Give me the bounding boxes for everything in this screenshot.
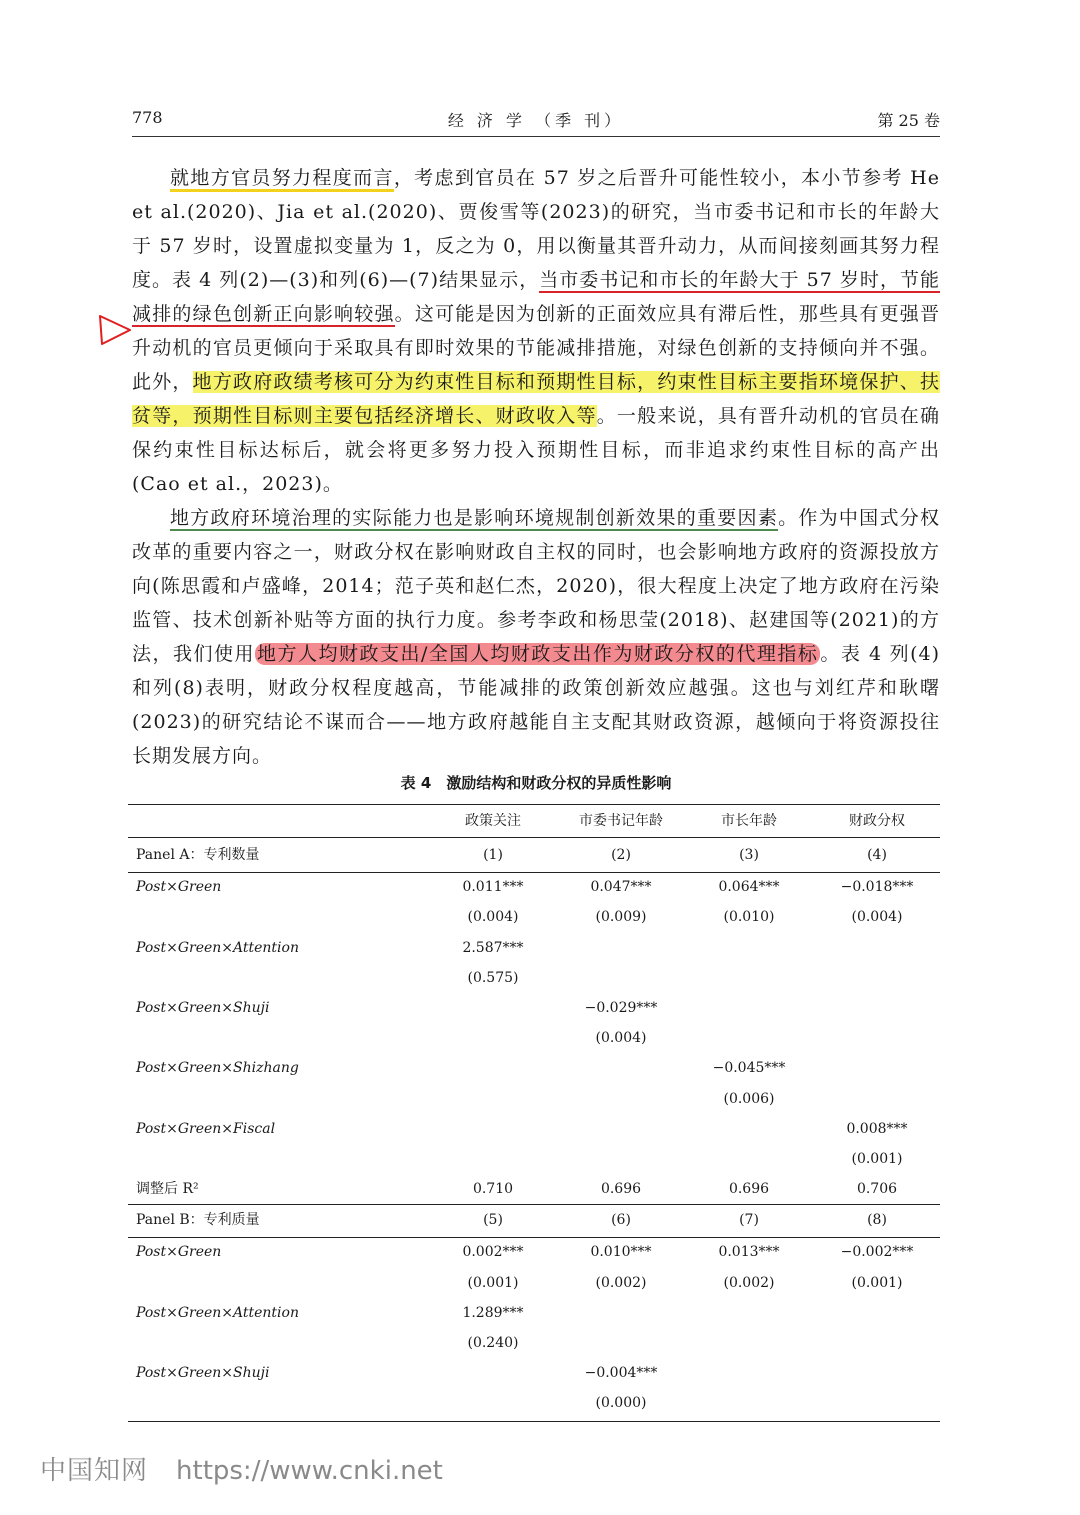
hand-drawn-arrow-icon — [94, 310, 134, 350]
header-rule — [132, 136, 940, 137]
underlined-phrase: 当市委书记和市长的年龄大于 57 岁时，节能减排的绿色创新正向影响较强 — [132, 269, 940, 325]
column-header: 市委书记年龄 — [579, 813, 663, 829]
r2-value: 0.710 — [472, 1181, 514, 1198]
coefficient: −0.018*** — [840, 879, 914, 896]
panel-label: Panel A：专利数量 — [136, 847, 260, 863]
standard-error: (0.001) — [851, 1274, 903, 1291]
highlighted-phrase: 地方人均财政支出/全国人均财政支出作为财政分权的代理指标 — [257, 643, 819, 665]
standard-error: (0.240) — [467, 1335, 519, 1351]
journal-title: 经 济 学 （季 刊） — [447, 111, 625, 130]
coefficient: −0.029*** — [584, 1000, 658, 1016]
column-header-rule — [128, 837, 940, 838]
r2-value: 0.696 — [728, 1181, 770, 1198]
text-segment: 。一般来说，具有晋升动机的官员在确保约束性目标达标后，就会将更多努力投入预期性目标，而非追求约束性目标的高产出(Cao et al.，2023)。 — [132, 405, 940, 495]
standard-error: (0.004) — [595, 1030, 647, 1047]
coefficient: 0.064*** — [718, 879, 780, 896]
standard-error: (0.004) — [467, 909, 519, 926]
coefficient: 2.587*** — [462, 939, 524, 956]
r2-value: 0.696 — [600, 1181, 642, 1198]
paragraph-officials-effort — [132, 161, 940, 501]
standard-error: (0.002) — [723, 1274, 775, 1291]
table-bottom-rule — [128, 1421, 940, 1422]
coefficient: −0.002*** — [840, 1244, 914, 1261]
column-number: (3) — [739, 847, 759, 863]
column-number: (4) — [867, 847, 887, 863]
page-number: 778 — [132, 108, 163, 127]
column-number: (1) — [483, 847, 503, 863]
volume-label: 第 25 卷 — [877, 111, 940, 130]
watermark — [40, 1450, 443, 1487]
text-segment: 。表 4 列(4)和列(8)表明，财政分权程度越高，节能减排的政策创新效应越强。这也与刘红芹和耿曙(2023)的研究结论不谋而合——地方政府越能自主支配其财政资源，越倾向于将资源投往长期发展方向。 — [132, 643, 940, 767]
column-header: 政策关注 — [465, 813, 521, 829]
standard-error: (0.001) — [851, 1151, 903, 1167]
column-number: (6) — [611, 1212, 631, 1229]
highlighted-phrase: 地方政府政绩考核可分为约束性目标和预期性目标，约束性目标主要指环境保护、扶贫等，预期性目标则主要包括经济增长、财政收入等 — [132, 371, 940, 427]
underlined-phrase: 就地方官员努力程度而言 — [170, 167, 394, 192]
coefficient: 0.002*** — [462, 1244, 524, 1261]
coefficient: 0.013*** — [718, 1244, 780, 1261]
column-number: (5) — [483, 1212, 503, 1229]
column-number: (7) — [739, 1212, 759, 1229]
variable-label: Post×Green×Shuji — [136, 1365, 270, 1382]
column-number: (8) — [867, 1212, 887, 1229]
standard-error: (0.010) — [723, 909, 775, 926]
coefficient: −0.045*** — [712, 1060, 786, 1077]
standard-error: (0.575) — [467, 969, 519, 986]
text-segment: 。作为中国式分权改革的重要内容之一，财政分权在影响财政自主权的同时，也会影响地方政府的资源投放方向(陈思霞和卢盛峰，2014；范子英和赵仁杰，2020)，很大程度上决定了地方政府在污染监管、技术创新补贴等方面的执行力度。参考李政和杨思莹(2018)、赵建国等(2021)的方法，我们使用 — [132, 507, 940, 665]
coefficient: 0.047*** — [590, 879, 652, 896]
panel-label: Panel B：专利质量 — [136, 1212, 260, 1229]
paragraph-fiscal-decentralization — [132, 501, 940, 773]
table-title: 表 4 激励结构和财政分权的异质性影响 — [400, 774, 672, 792]
standard-error: (0.004) — [851, 909, 903, 926]
text-segment: ，考虑到官员在 57 岁之后晋升可能性较小，本小节参考 He et al.(2020)、Jia et al.(2020)、贾俊雪等(2023)的研究，当市委书记和市长的年龄大于 57 岁时，设置虚拟变量为 1，反之为 0，用以衡量其晋升动力，从而间接刻画其努力程度。表 4 列(2)—(3)和列(6)—(7)结果显示， — [132, 167, 940, 291]
coefficient: 1.289*** — [462, 1304, 524, 1321]
cnki-logo: 中国知网 — [40, 1456, 149, 1486]
column-header: 财政分权 — [849, 813, 905, 829]
variable-label: Post×Green — [136, 1244, 222, 1261]
column-number: (2) — [611, 847, 631, 863]
r2-value: 0.706 — [856, 1181, 898, 1198]
coefficient: 0.010*** — [590, 1244, 652, 1261]
running-header — [132, 108, 940, 138]
underlined-phrase: 地方政府环境治理的实际能力也是影响环境规制创新效果的重要因素 — [170, 507, 779, 529]
text-segment: 。这可能是因为创新的正面效应具有滞后性，那些具有更强晋升动机的官员更倾向于采取具有即时效果的节能减排措施，对绿色创新的支持倾向并不强。此外， — [132, 303, 940, 393]
coefficient: 0.011*** — [462, 879, 524, 896]
r2-label: 调整后 R² — [136, 1181, 199, 1198]
variable-label: Post×Green×Fiscal — [136, 1120, 276, 1137]
variable-label: Post×Green×Shizhang — [136, 1060, 299, 1077]
variable-label: Post×Green×Attention — [136, 1304, 299, 1321]
variable-label: Post×Green×Attention — [136, 939, 299, 956]
standard-error: (0.002) — [595, 1274, 647, 1291]
standard-error: (0.001) — [467, 1274, 519, 1291]
column-header: 市长年龄 — [721, 813, 777, 829]
standard-error: (0.000) — [595, 1395, 647, 1412]
standard-error: (0.006) — [723, 1090, 775, 1107]
table-top-rule — [128, 804, 940, 805]
standard-error: (0.009) — [595, 909, 647, 926]
coefficient: 0.008*** — [846, 1120, 908, 1137]
coefficient: −0.004*** — [584, 1365, 658, 1382]
watermark-url: https://www.cnki.net — [176, 1456, 443, 1486]
body-text — [132, 161, 940, 773]
variable-label: Post×Green — [136, 879, 222, 896]
variable-label: Post×Green×Shuji — [136, 1000, 270, 1016]
